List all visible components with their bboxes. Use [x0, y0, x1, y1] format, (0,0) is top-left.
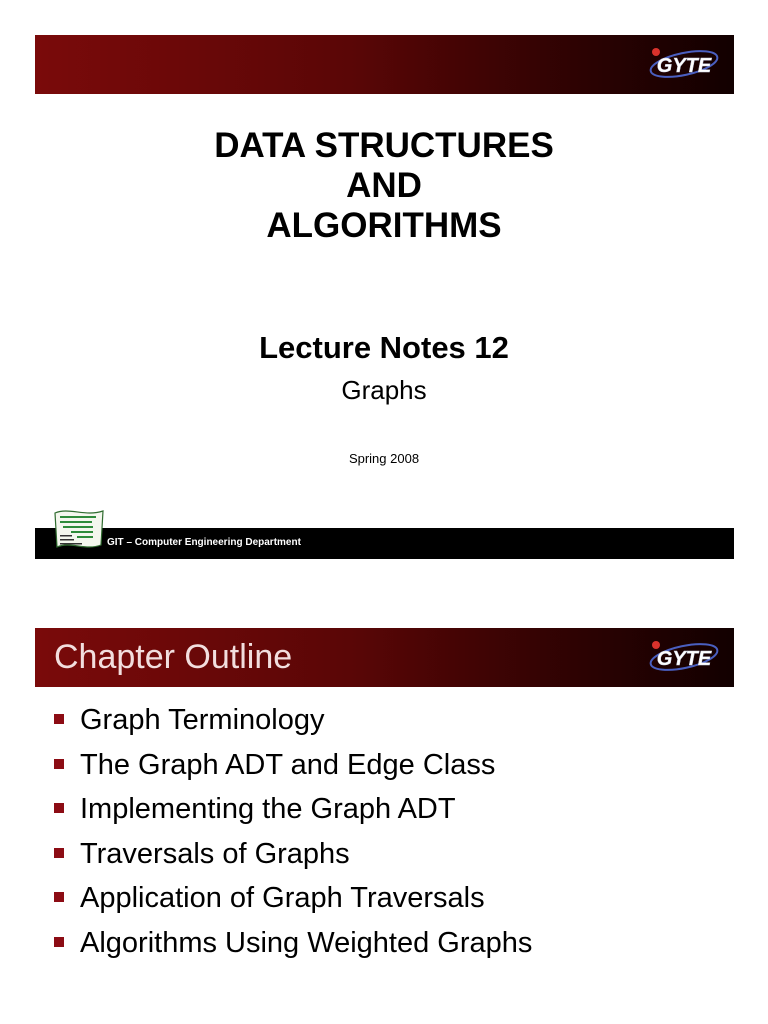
list-item — [54, 745, 734, 790]
list-item-label: Implementing the Graph ADT — [80, 793, 456, 826]
semester-date: Spring 2008 — [348, 451, 420, 466]
lecture-number: Lecture Notes 12 — [259, 330, 509, 365]
slide1-header-banner — [35, 35, 734, 94]
list-item-label: The Graph ADT and Edge Class — [80, 748, 496, 781]
list-item-label: Application of Graph Traversals — [80, 882, 485, 915]
square-bullet-icon — [54, 848, 64, 858]
square-bullet-icon — [54, 714, 64, 724]
square-bullet-icon — [54, 803, 64, 813]
svg-text:GYTE: GYTE — [656, 648, 712, 670]
list-item — [54, 789, 734, 834]
list-item-label: Graph Terminology — [80, 704, 325, 736]
chapter-outline-title: Chapter Outline — [54, 638, 293, 676]
list-item — [54, 923, 734, 968]
list-item — [54, 834, 734, 879]
square-bullet-icon — [54, 759, 64, 769]
slide2-header-banner — [35, 628, 734, 687]
binary-flag-logo — [51, 507, 107, 555]
gyte-logo — [648, 43, 720, 85]
svg-text:GYTE: GYTE — [656, 55, 712, 77]
square-bullet-icon — [54, 892, 64, 902]
title-line-2: AND — [346, 166, 422, 205]
main-title — [0, 126, 768, 246]
list-item — [54, 700, 734, 745]
title-line-3: ALGORITHMS — [266, 206, 502, 245]
list-item — [54, 878, 734, 923]
footer-bar — [35, 528, 734, 559]
list-item-label: Traversals of Graphs — [80, 837, 350, 870]
title-line-1: DATA STRUCTURES — [214, 126, 554, 165]
outline-list — [54, 700, 734, 968]
lecture-topic: Graphs — [341, 375, 427, 405]
department-label: GIT – Computer Engineering Department — [107, 537, 301, 548]
gyte-logo — [648, 636, 720, 678]
square-bullet-icon — [54, 937, 64, 947]
list-item-label: Algorithms Using Weighted Graphs — [80, 926, 533, 959]
